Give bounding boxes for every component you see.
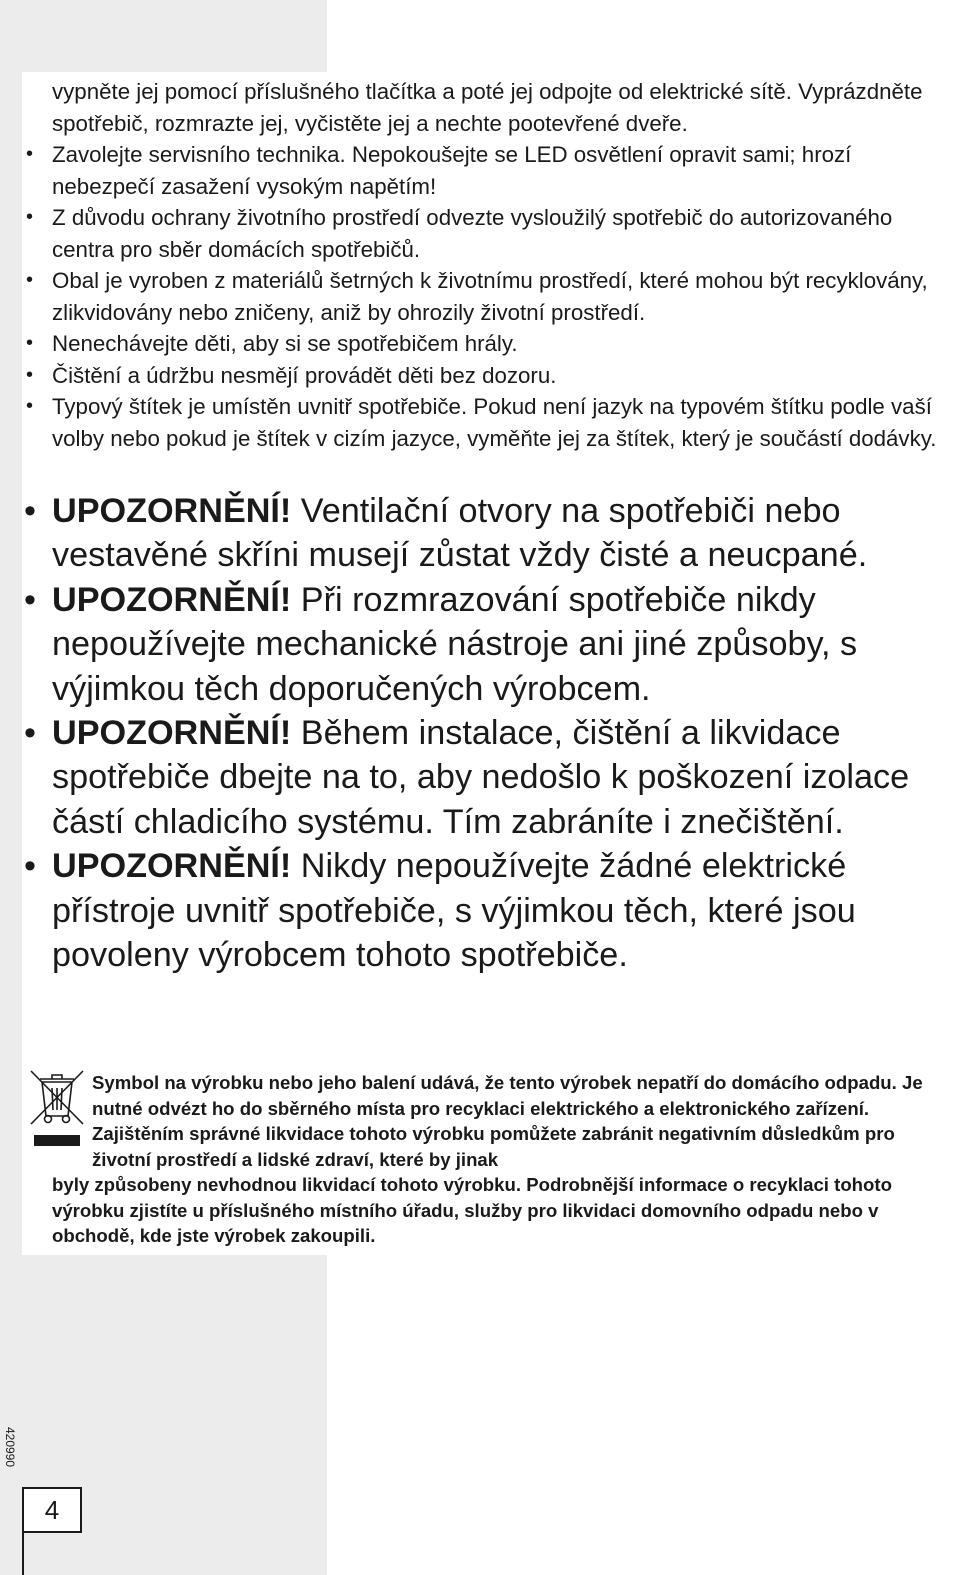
recycling-notice-rest: byly způsobeny nevhodnou likvidací tohoto výrobku. Podrobnější informace o recyklaci tohoto výrobku zjistíte u příslušného místního úřadu, služby pro likvidaci domovního odpadu nebo v obchodě, kde jste výrobek zakoupili. <box>52 1174 892 1246</box>
warning-list <box>22 489 952 977</box>
list-item-text: Obal je vyroben z materiálů šetrných k životnímu prostředí, které mohou být recyklovány, zlikvidovány nebo zničeny, aniž by ohrozily životní prostředí. <box>52 268 928 325</box>
warning-keyword: UPOZORNĚNÍ! <box>52 714 292 753</box>
margin-rule <box>22 1529 24 1575</box>
bullet: • <box>26 206 34 228</box>
bullet: • <box>26 395 34 417</box>
bullet: • <box>24 847 36 886</box>
document-code: 420990 <box>3 1426 17 1468</box>
list-item-text: Čištění a údržbu nesmějí provádět děti bez dozoru. <box>52 362 557 388</box>
warning-item <box>22 844 952 977</box>
recycling-notice-lead: Symbol na výrobku nebo jeho balení udává, že tento výrobek nepatří do domácího odpadu. Je nutné odvézt ho do sběrného místa pro recyklaci elektrického a elektronického zařízení. Zajištěním správné likvidace tohoto výrobku pomůžete zabránit negativním důsledkům pro životní prostředí a lidské zdraví, které by jinak <box>92 1072 923 1170</box>
bullet: • <box>24 714 36 753</box>
warning-item <box>22 489 952 578</box>
warning-text: Během instalace, čištění a likvidace spotřebiče dbejte na to, aby nedošlo k poškození izolace částí chladicího systému. Tím zabráníte i znečištění. <box>52 714 910 841</box>
warning-text: Ventilační otvory na spotřebiči nebo vestavěné skříni musejí zůstat vždy čisté a neucpané. <box>52 492 868 575</box>
list-item-text: vypněte jej pomocí příslušného tlačítka a poté jej odpojte od elektrické sítě. Vyprázdněte spotřebič, rozmrazte jej, vyčistěte jej a nechte pootevřené dveře. <box>52 79 923 136</box>
warning-text: Při rozmrazování spotřebiče nikdy nepoužívejte mechanické nástroje ani jiné způsoby, s výjimkou těch doporučených výrobcem. <box>52 580 858 708</box>
warning-keyword: UPOZORNĚNÍ! <box>52 492 292 530</box>
warning-item <box>22 578 952 711</box>
warning-keyword: UPOZORNĚNÍ! <box>52 580 292 619</box>
list-item <box>22 139 952 202</box>
warning-text: Nikdy nepoužívejte žádné elektrické přístroje uvnitř spotřebiče, s výjimkou těch, které jsou povoleny výrobcem tohoto spotřebiče. <box>52 847 856 975</box>
warning-keyword: UPOZORNĚNÍ! <box>52 847 292 886</box>
list-item-text: Typový štítek je umístěn uvnitř spotřebiče. Pokud není jazyk na typovém štítku podle vaší volby nebo pokud je štítek v cizím jazyce, vyměňte jej za štítek, který je součástí dodávky. <box>52 394 937 451</box>
safety-instructions-list <box>22 76 952 454</box>
warning-item <box>22 711 952 844</box>
list-item <box>22 76 952 139</box>
recycling-notice <box>52 1070 942 1249</box>
list-item <box>22 265 952 328</box>
list-item <box>22 360 952 392</box>
bullet: • <box>26 363 34 386</box>
bullet: • <box>24 580 36 619</box>
list-item <box>22 202 952 265</box>
page-number: 4 <box>44 1495 60 1525</box>
bullet: • <box>26 143 34 165</box>
bullet: • <box>24 492 36 530</box>
list-item <box>22 391 952 454</box>
bullet: • <box>26 269 34 291</box>
list-item-text: Nenechávejte děti, aby si se spotřebičem hrály. <box>52 331 518 356</box>
page-number-box <box>22 1487 82 1533</box>
bullet: • <box>26 332 34 354</box>
list-item-text: Z důvodu ochrany životního prostředí odvezte vysloužilý spotřebič do autorizovaného centra pro sběr domácích spotřebičů. <box>52 205 893 262</box>
list-item <box>22 328 952 360</box>
list-item-text: Zavolejte servisního technika. Nepokoušejte se LED osvětlení opravit sami; hrozí nebezpečí zasažení vysokým napětím! <box>52 142 852 199</box>
